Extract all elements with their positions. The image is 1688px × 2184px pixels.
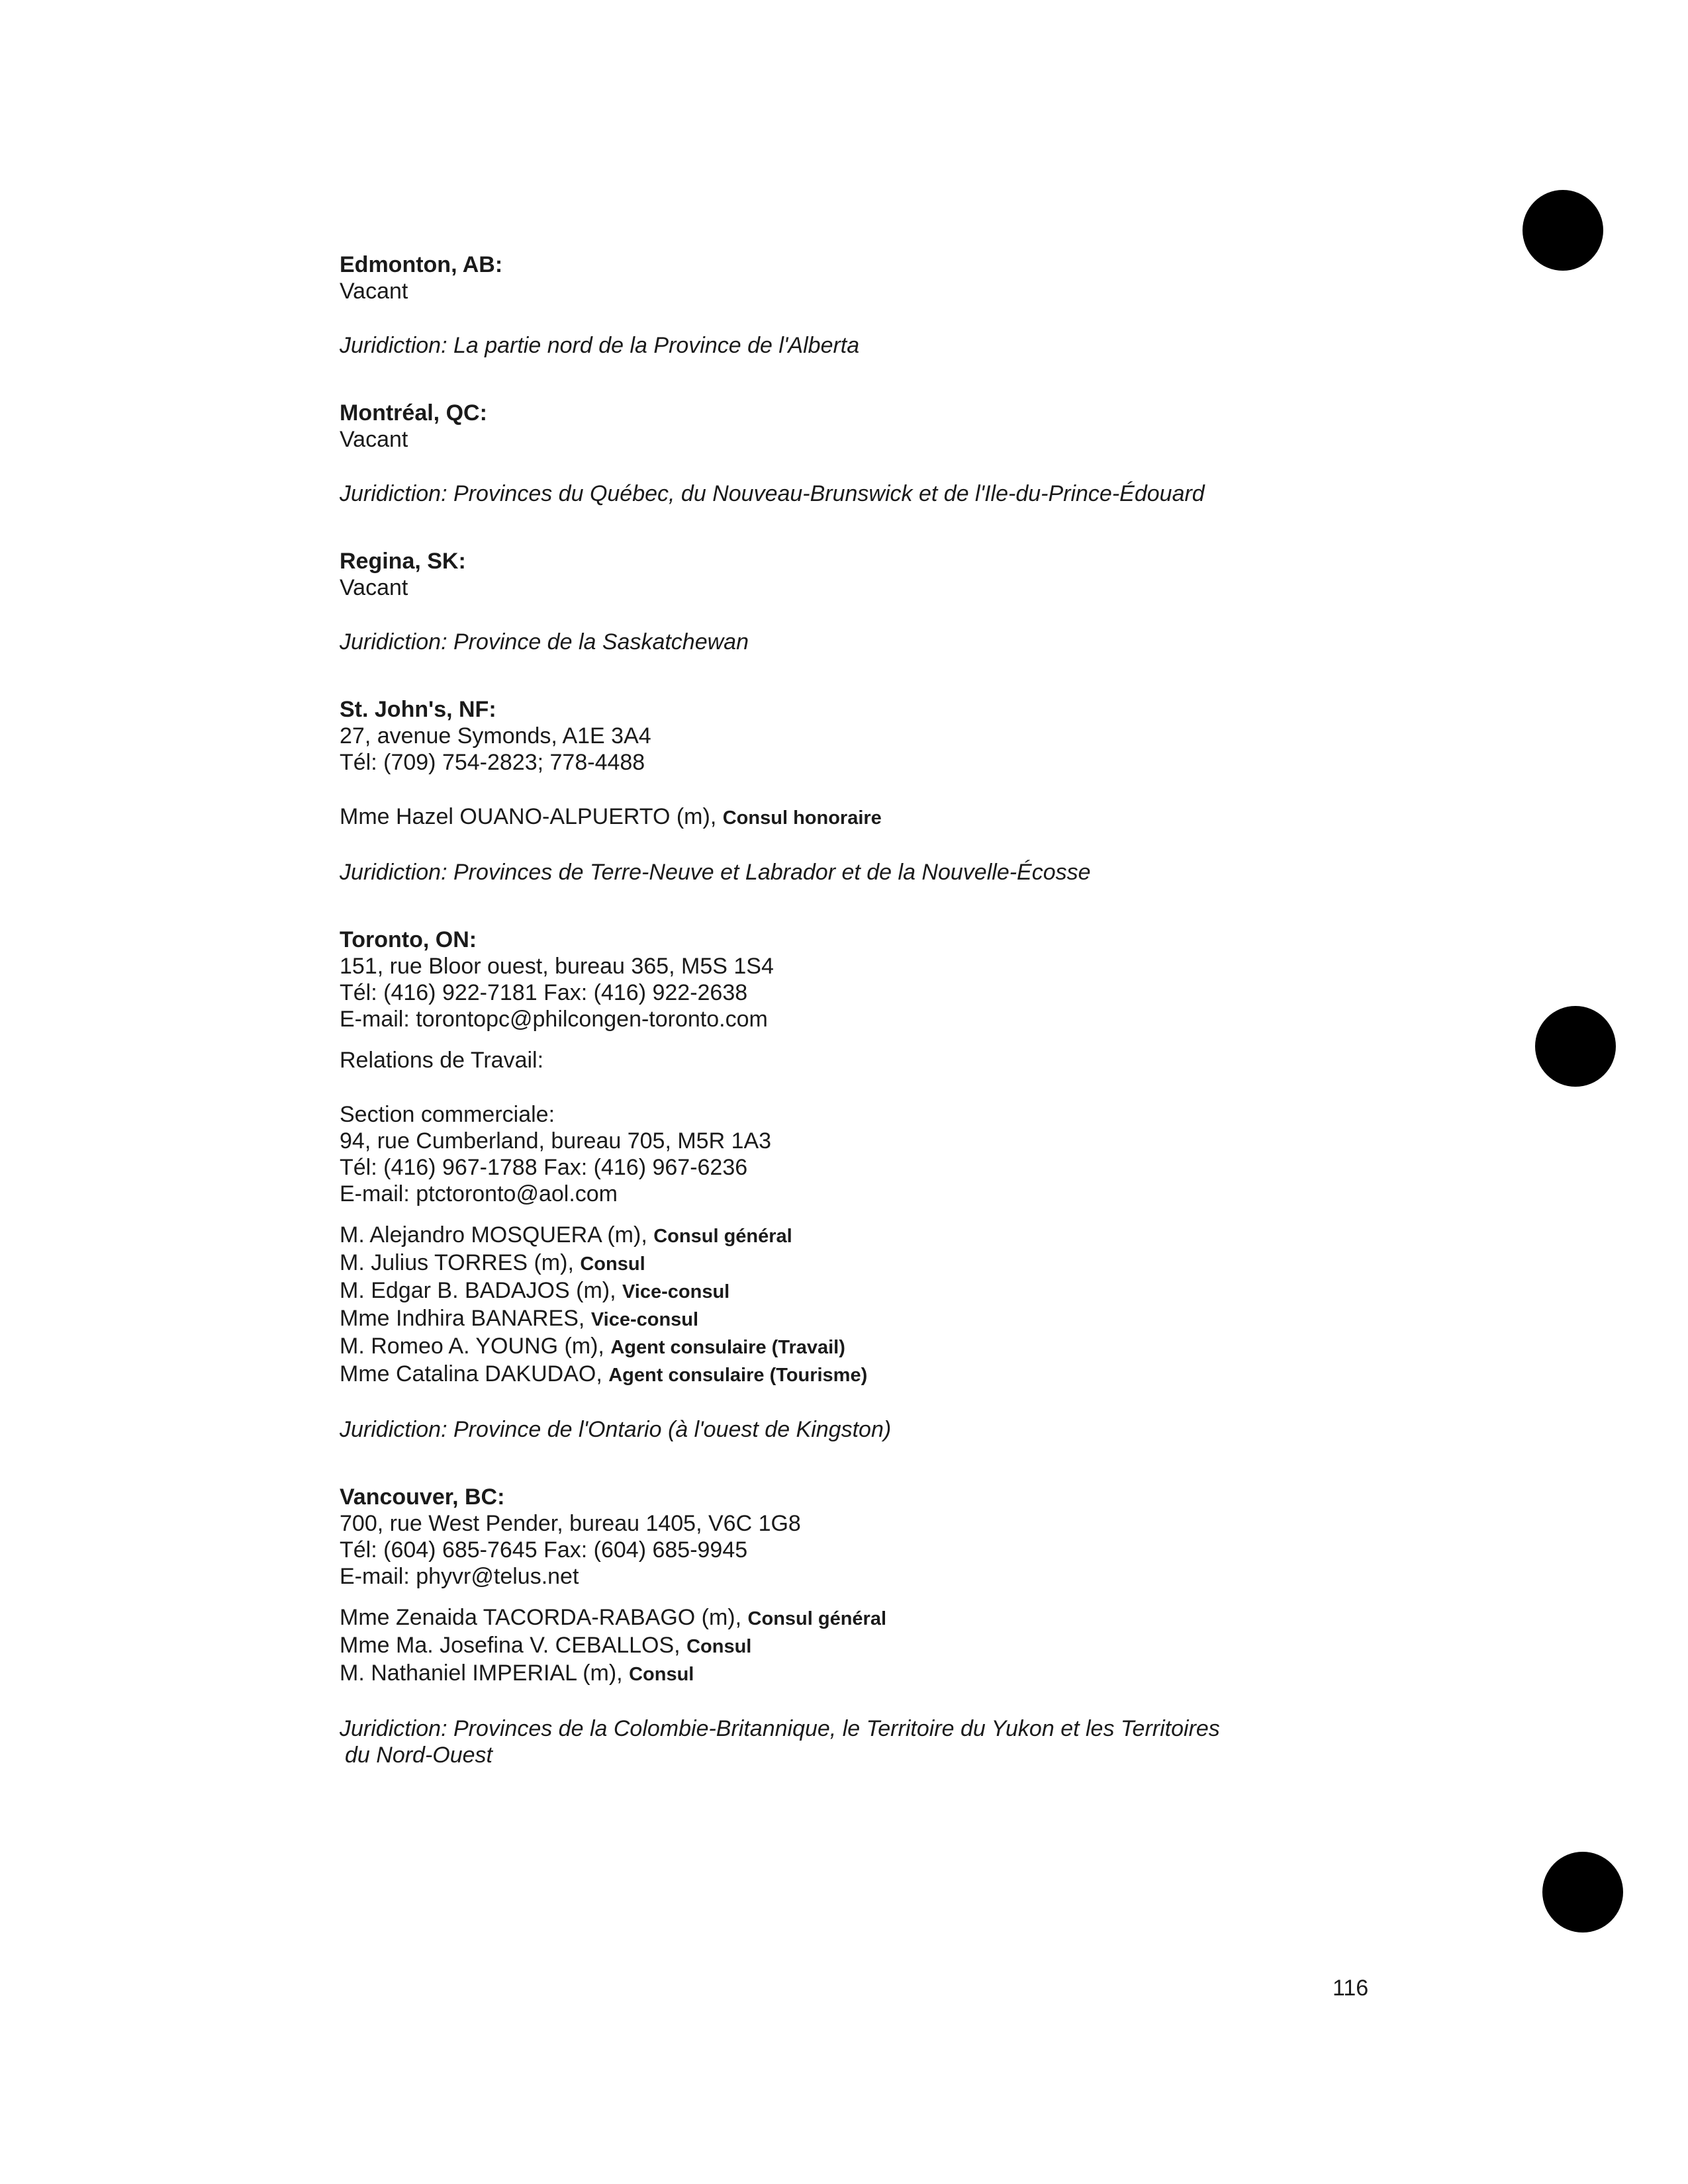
staff-name: Mme Ma. Josefina V. CEBALLOS, bbox=[340, 1633, 680, 1658]
phone-text: Tél: (416) 922-7181 Fax: (416) 922-2638 bbox=[340, 980, 748, 1005]
jurisdiction-text: Juridiction: Provinces du Québec, du Nouveau-Brunswick et de l'Ile-du-Prince-Édouard bbox=[340, 481, 1205, 506]
city-heading: Regina, SK: bbox=[340, 549, 466, 574]
staff-entry bbox=[340, 1660, 1372, 1688]
staff-name: Mme Indhira BANARES, bbox=[340, 1306, 585, 1331]
staff-entry bbox=[340, 1333, 1372, 1361]
section-edmonton bbox=[340, 251, 1372, 359]
phone-text: Tél: (709) 754-2823; 778-4488 bbox=[340, 750, 645, 775]
staff-entry bbox=[340, 1277, 1372, 1305]
city-heading: Vancouver, BC: bbox=[340, 1484, 505, 1510]
address-text: 151, rue Bloor ouest, bureau 365, M5S 1S4 bbox=[340, 954, 774, 979]
staff-title: Consul bbox=[580, 1253, 645, 1275]
staff-entry bbox=[340, 1632, 1372, 1660]
address-text: 700, rue West Pender, bureau 1405, V6C 1G8 bbox=[340, 1511, 801, 1536]
staff-title: Consul honoraire bbox=[722, 807, 882, 829]
section-toronto bbox=[340, 927, 1372, 1443]
staff-title: Agent consulaire (Travail) bbox=[610, 1337, 845, 1358]
staff-entry bbox=[340, 803, 1372, 831]
jurisdiction-text: Juridiction: Provinces de Terre-Neuve et Labrador et de la Nouvelle-Écosse bbox=[340, 860, 1091, 885]
staff-title: Vice-consul bbox=[622, 1281, 730, 1302]
staff-entry bbox=[340, 1604, 1372, 1632]
page-number: 116 bbox=[1333, 1976, 1369, 2001]
status-text: Vacant bbox=[340, 575, 408, 600]
jurisdiction-line: du Nord-Ouest bbox=[345, 1743, 492, 1768]
staff-name: M. Nathaniel IMPERIAL (m), bbox=[340, 1661, 623, 1686]
jurisdiction-text bbox=[340, 1715, 1372, 1768]
staff-entry bbox=[340, 1305, 1372, 1333]
staff-name: M. Julius TORRES (m), bbox=[340, 1250, 574, 1275]
staff-entry bbox=[340, 1361, 1372, 1388]
commercial-section-label: Section commerciale: bbox=[340, 1102, 555, 1127]
section-stjohns bbox=[340, 696, 1372, 886]
punch-hole-top bbox=[1523, 190, 1603, 271]
staff-entry bbox=[340, 1250, 1372, 1277]
jurisdiction-text: Juridiction: Province de la Saskatchewan bbox=[340, 629, 749, 655]
commercial-phone-text: Tél: (416) 967-1788 Fax: (416) 967-6236 bbox=[340, 1155, 748, 1180]
commercial-address-text: 94, rue Cumberland, bureau 705, M5R 1A3 bbox=[340, 1128, 772, 1154]
staff-name: Mme Zenaida TACORDA-RABAGO (m), bbox=[340, 1605, 742, 1630]
jurisdiction-text: Juridiction: La partie nord de la Province de l'Alberta bbox=[340, 333, 860, 358]
staff-title: Vice-consul bbox=[590, 1309, 699, 1330]
staff-name: M. Romeo A. YOUNG (m), bbox=[340, 1334, 604, 1359]
jurisdiction-line: Juridiction: Provinces de la Colombie-Britannique, le Territoire du Yukon et les Territoires bbox=[340, 1716, 1220, 1741]
staff-title: Consul général bbox=[653, 1226, 792, 1247]
staff-name: Mme Hazel OUANO-ALPUERTO (m), bbox=[340, 804, 717, 829]
email-text: E-mail: torontopc@philcongen-toronto.com bbox=[340, 1007, 768, 1032]
staff-title: Consul général bbox=[747, 1608, 887, 1629]
punch-hole-middle bbox=[1535, 1006, 1616, 1087]
city-heading: Montréal, QC: bbox=[340, 400, 487, 426]
staff-entry bbox=[340, 1222, 1372, 1250]
punch-hole-bottom bbox=[1542, 1852, 1623, 1933]
section-vancouver bbox=[340, 1484, 1372, 1768]
section-montreal bbox=[340, 400, 1372, 507]
document-body bbox=[340, 251, 1372, 1768]
phone-text: Tél: (604) 685-7645 Fax: (604) 685-9945 bbox=[340, 1537, 748, 1563]
staff-title: Consul bbox=[629, 1664, 694, 1685]
staff-name: M. Edgar B. BADAJOS (m), bbox=[340, 1278, 616, 1303]
address-text: 27, avenue Symonds, A1E 3A4 bbox=[340, 723, 651, 749]
labour-relations-label: Relations de Travail: bbox=[340, 1048, 544, 1073]
section-regina bbox=[340, 548, 1372, 655]
jurisdiction-text: Juridiction: Province de l'Ontario (à l'ouest de Kingston) bbox=[340, 1417, 892, 1442]
status-text: Vacant bbox=[340, 279, 408, 304]
staff-name: Mme Catalina DAKUDAO, bbox=[340, 1361, 602, 1387]
city-heading: Edmonton, AB: bbox=[340, 252, 503, 277]
city-heading: St. John's, NF: bbox=[340, 697, 496, 722]
staff-title: Agent consulaire (Tourisme) bbox=[608, 1365, 868, 1386]
staff-title: Consul bbox=[686, 1636, 752, 1657]
city-heading: Toronto, ON: bbox=[340, 927, 477, 952]
email-text: E-mail: phyvr@telus.net bbox=[340, 1564, 579, 1589]
commercial-email-text: E-mail: ptctoronto@aol.com bbox=[340, 1181, 618, 1206]
status-text: Vacant bbox=[340, 427, 408, 452]
staff-name: M. Alejandro MOSQUERA (m), bbox=[340, 1222, 647, 1248]
